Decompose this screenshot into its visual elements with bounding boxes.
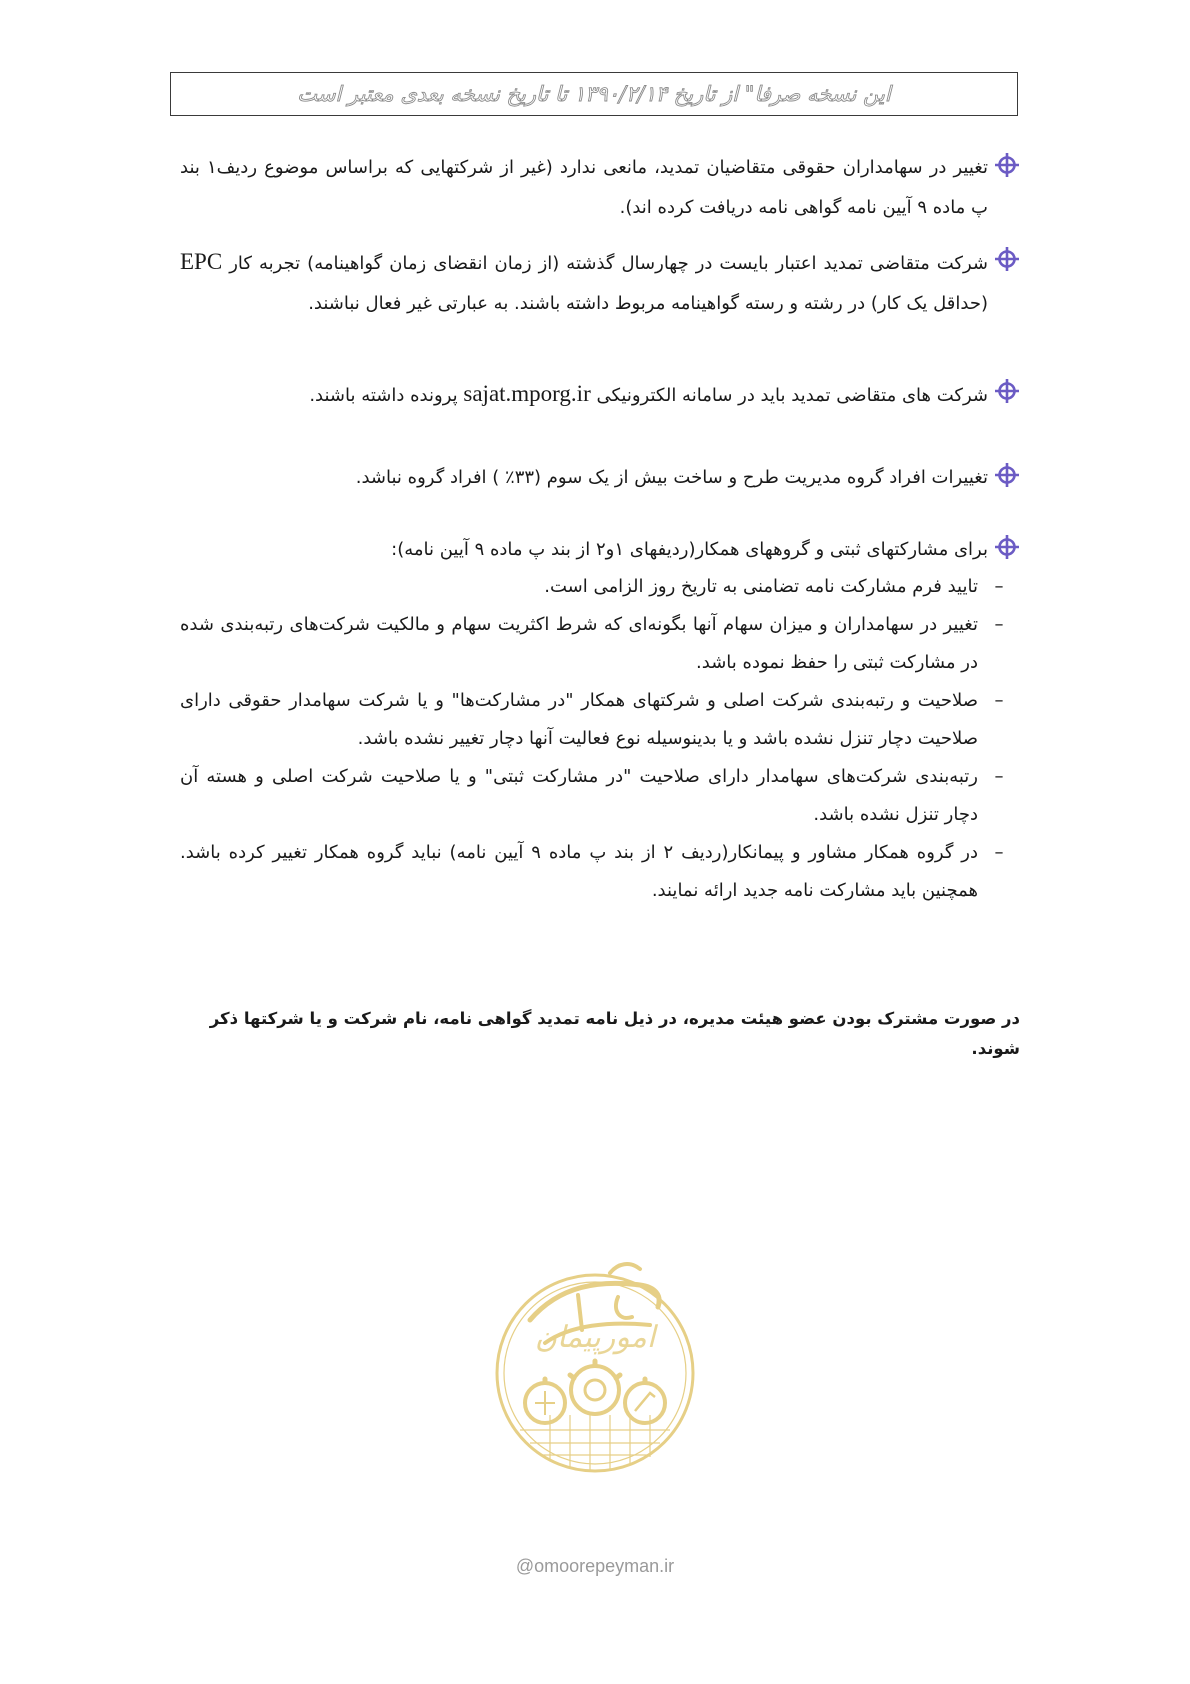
omoorepeyman-watermark-logo: [490, 1225, 700, 1525]
crosshair-bullet-icon: [994, 534, 1020, 560]
bullet-item: [180, 458, 1020, 498]
epc-term: EPC: [180, 249, 223, 274]
bullet-item: [180, 242, 1020, 324]
sajat-site-link[interactable]: sajat.mporg.ir: [463, 381, 591, 406]
bullet-text: [180, 242, 988, 324]
bullet-item: [180, 530, 1020, 570]
bullet-text-part: پرونده داشته باشند.: [309, 385, 458, 406]
crosshair-bullet-icon: [994, 378, 1020, 404]
validity-notice-box: [170, 72, 1018, 116]
crosshair-bullet-icon: [994, 246, 1020, 272]
bullet-item: [180, 374, 1020, 416]
bullet-text-part: شرکت متقاضی تمدید اعتبار بایست در چهارسال گذشته (از زمان انقضای زمان گواهینامه) تجربه کار: [229, 253, 988, 274]
sub-list-item: [180, 834, 1020, 910]
dash-marker: –: [994, 576, 1004, 597]
crosshair-bullet-icon: [994, 152, 1020, 178]
bullet-item: [180, 148, 1020, 228]
bullet-text-part: (حداقل یک کار) در رشته و رسته گواهینامه مربوط داشته باشند. به عبارتی غیر فعال نباشند.: [308, 293, 988, 314]
bullet-text: تغییرات افراد گروه مدیریت طرح و ساخت بیش از یک سوم (۳۳٪ ) افراد گروه نباشد.: [355, 467, 988, 488]
validity-notice: این نسخه صرفا" از تاریخ ۱۳۹۰/۲/۱۴ تا تاریخ نسخه بعدی معتبر است: [297, 82, 891, 106]
watermark-site-label: @omoorepeyman.ir: [515, 1556, 675, 1576]
sub-item-text: صلاحیت و رتبه‌بندی شرکت اصلی و شرکتهای همکار "در مشارکت‌ها" و یا شرکت سهامدار حقوقی دارای صلاحیت دچار تنزل نشده باشد و یا بدینوسیله نوع فعالیت آنها دچار تغییر نشده باشد.: [180, 690, 978, 749]
sub-item-text: در گروه همکار مشاور و پیمانکار(ردیف ۲ از بند پ ماده ۹ آیین نامه) نباید گروه همکار تغییر کرده باشد. همچنین باید مشارکت نامه جدید ارائه نمایند.: [180, 842, 978, 901]
crosshair-bullet-icon: [994, 462, 1020, 488]
sub-list-item: [180, 606, 1020, 682]
dash-marker: –: [994, 690, 1004, 711]
sub-item-text: تایید فرم مشارکت نامه تضامنی به تاریخ روز الزامی است.: [544, 576, 978, 597]
sub-list-item: [180, 682, 1020, 758]
sub-list: [180, 568, 1020, 910]
sub-item-text: تغییر در سهامداران و میزان سهام آنها بگونه‌ای که شرط اکثریت سهام و مالکیت شرکت‌های رتبه‌بندی شده در مشارکت ثبتی را حفظ نموده باشد.: [180, 614, 978, 673]
bullet-text-part: شرکت های متقاضی تمدید باید در سامانه الکترونیکی: [596, 385, 988, 406]
watermark-logo-text: امورپیمان: [534, 1320, 656, 1355]
board-member-note: در صورت مشترک بودن عضو هیئت مدیره، در ذیل نامه تمدید گواهی نامه، نام شرکت و یا شرکتها ذکر شوند.: [209, 1009, 1020, 1058]
sub-item-text: رتبه‌بندی شرکت‌های سهامدار دارای صلاحیت "در مشارکت ثبتی" و یا صلاحیت شرکت اصلی و هسته آن دچار تنزل نشده باشد.: [180, 766, 978, 825]
bullet-text: برای مشارکتهای ثبتی و گروههای همکار(ردیفهای ۱و۲ از بند پ ماده ۹ آیین نامه):: [391, 539, 988, 560]
sub-list-item: [180, 568, 1020, 606]
bullet-text: تغییر در سهامداران حقوقی متقاضیان تمدید، مانعی ندارد (غیر از شرکتهایی که براساس موضوع ردیف۱ بند پ ماده ۹ آیین نامه گواهی نامه دریافت کرده اند).: [180, 157, 988, 218]
dash-marker: –: [994, 614, 1004, 635]
dash-marker: –: [994, 842, 1004, 863]
dash-marker: –: [994, 766, 1004, 787]
bullet-text: [180, 374, 988, 416]
sub-list-item: [180, 758, 1020, 834]
